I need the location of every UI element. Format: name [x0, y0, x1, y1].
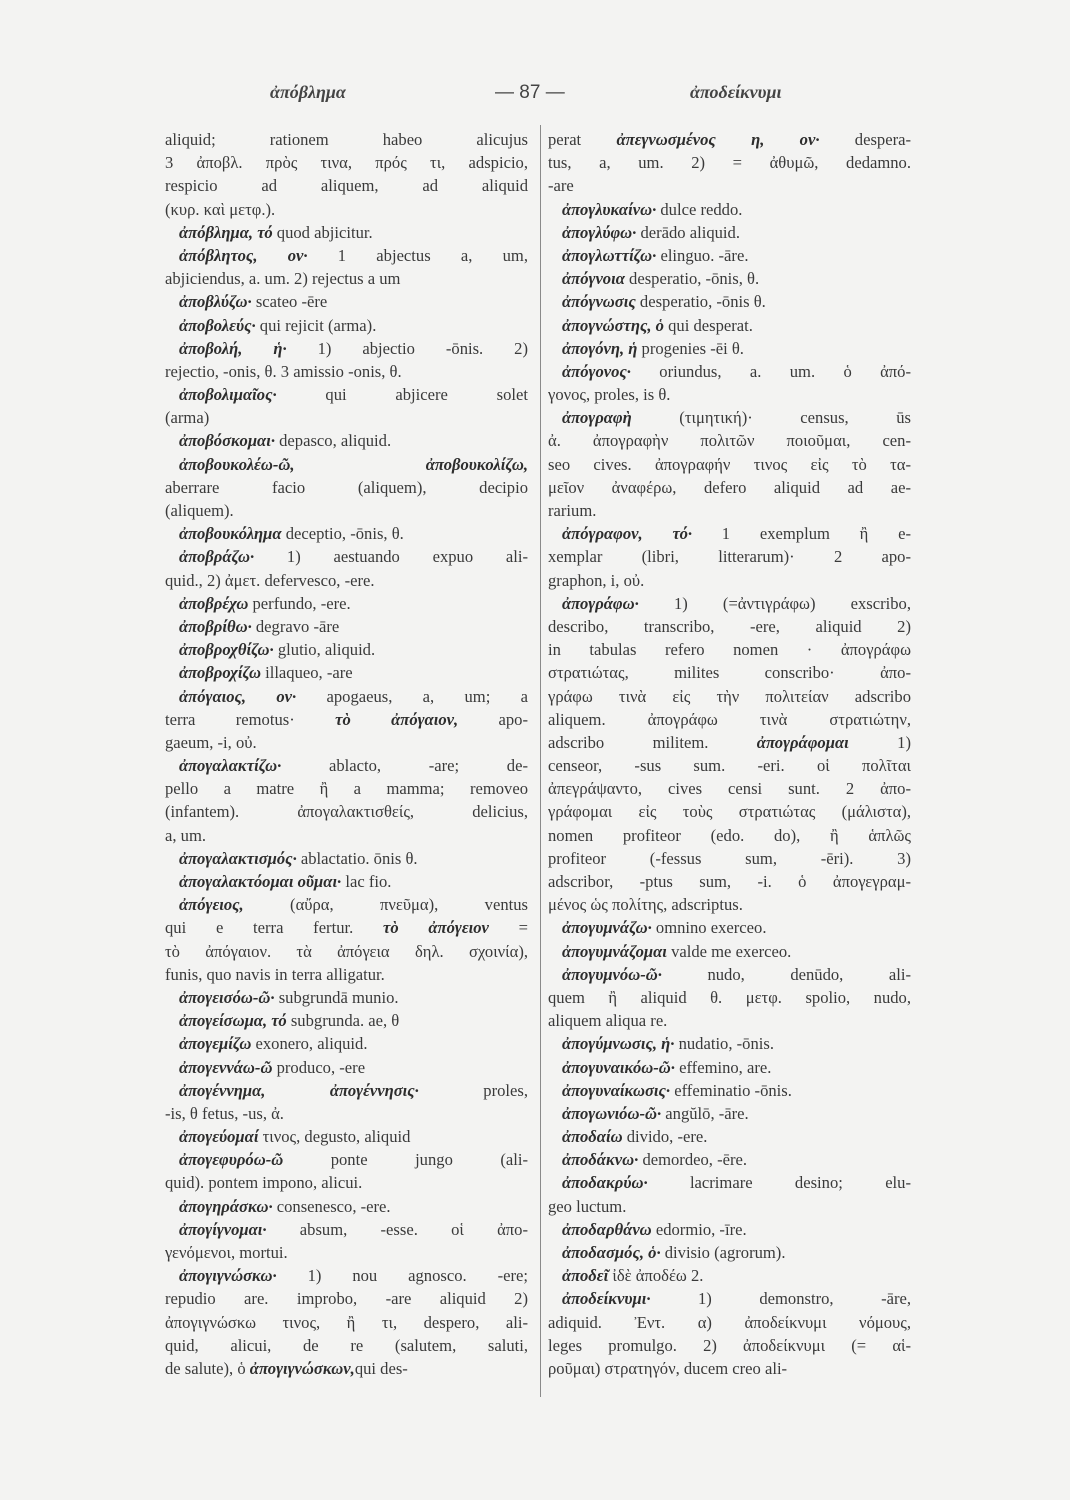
definition-text: effemino, are. [674, 1057, 772, 1077]
text-line [165, 986, 528, 1009]
text-line [165, 267, 528, 290]
definition-text: 1) [848, 732, 911, 752]
definition-text: ἀπογιγνώσκω τινος, ἢ τι, despero, ali- [165, 1312, 528, 1332]
definition-text: 3 ἀποβλ. πρὸς τινα, πρός τι, adspicio, [165, 153, 528, 173]
definition-text: despera- [819, 130, 911, 149]
text-line [548, 916, 911, 939]
definition-text: τὸ ἀπόγαιον. τὰ ἀπόγεια δηλ. σχοινία), [165, 941, 528, 961]
text-line [165, 824, 528, 847]
text-line [165, 1195, 528, 1218]
definition-text: quem ἢ aliquid θ. μετφ. spolio, nudo, [548, 987, 911, 1007]
definition-text: abjiciendus, a. um. 2) rejectus a um [165, 269, 401, 289]
definition-text: a, um. [165, 825, 207, 845]
text-line [165, 940, 528, 963]
text-line [165, 1357, 528, 1380]
text-line [165, 221, 528, 244]
page-number: — 87 — [495, 82, 565, 103]
definition-text: = [488, 918, 528, 938]
text-line [548, 1241, 911, 1264]
definition-text: adscribo militem. [548, 732, 757, 752]
text-line [548, 314, 911, 337]
text-line [165, 151, 528, 174]
headword: ἀπογωνιόω-ῶ· [562, 1103, 662, 1123]
text-line [548, 429, 911, 452]
text-line [165, 476, 528, 499]
definition-text: ἀ. ἀπογραφὴν πολιτῶν ποιοῦμαι, cen- [548, 431, 911, 451]
definition-text: -is, θ fetus, -us, ἀ. [165, 1103, 284, 1123]
definition-text: tus, a, um. 2) = ἀθυμῶ, dedamno. [548, 153, 911, 173]
text-line [548, 1195, 911, 1218]
definition-text: qui rejicit (arma). [255, 315, 377, 335]
definition-text: ροῦμαι) στρατηγόν, ducem creo ali- [548, 1358, 788, 1378]
text-line [548, 290, 911, 313]
text-line [165, 1009, 528, 1032]
headword: ἀπογηράσκω· [179, 1196, 273, 1216]
text-line [165, 1334, 528, 1357]
text-line [165, 731, 528, 754]
definition-text: depasco, aliquid. [274, 431, 392, 451]
text-line [548, 685, 911, 708]
definition-text: (aliquem). [165, 501, 234, 520]
headword: ἀποβολεύς· [179, 315, 256, 335]
text-line [165, 128, 528, 151]
headword: ἀπόβλημα, τό [179, 222, 273, 242]
definition-text: -are [548, 176, 574, 196]
definition-text: elinguo. -āre. [656, 245, 749, 265]
text-line [548, 1125, 911, 1148]
text-line [548, 661, 911, 684]
text-line [548, 383, 911, 406]
text-line [165, 1264, 528, 1287]
definition-text: adscribor, -ptus sum, -i. ὁ ἀπογεγραμ- [548, 872, 911, 891]
text-line [165, 1102, 528, 1125]
text-line [165, 174, 528, 197]
definition-text: geo luctum. [548, 1196, 627, 1216]
definition-text: subgrundā munio. [274, 987, 399, 1007]
headword: ἀπογλωττίζω· [562, 245, 657, 265]
definition-text: qui desperat. [663, 315, 753, 335]
definition-text: scateo -ēre [251, 292, 328, 312]
text-line [165, 754, 528, 777]
text-line [548, 1102, 911, 1125]
text-line [165, 198, 528, 221]
definition-text: ponte jungo (ali- [283, 1150, 528, 1170]
text-line [548, 1009, 911, 1032]
definition-text: 1 abjectus a, um, [307, 245, 528, 265]
text-line [165, 685, 528, 708]
text-line [165, 1032, 528, 1055]
headword: ἀποβουκολέω-ῶ, ἀποβουκολίζω, [179, 454, 528, 474]
text-line [548, 847, 911, 870]
headword: ἀπόγνοια [562, 269, 625, 289]
definition-text: μένος ὡς πολίτης, adscriptus. [548, 895, 743, 915]
headword: ἀπόγνωσις [562, 292, 636, 312]
text-line [548, 1148, 911, 1171]
definition-text: adiquid. Ἐντ. α) ἀποδείκνυμι νόμους, [548, 1312, 911, 1332]
headword: ἀποβλύζω· [179, 292, 252, 312]
definition-text: τινος, degusto, aliquid [258, 1127, 411, 1147]
text-line [165, 1171, 528, 1194]
text-line [548, 453, 911, 476]
headword: ἀπογέννημα, ἀπογέννησις· [179, 1080, 419, 1100]
headword: ἀποβρέχω [179, 593, 249, 613]
definition-text: dulce reddo. [656, 199, 743, 219]
text-line [548, 174, 911, 197]
text-line [548, 800, 911, 823]
text-line [548, 754, 911, 777]
definition-text: aliquem aliqua re. [548, 1011, 668, 1031]
headword: ἀποβροχθίζω· [179, 640, 274, 660]
text-line [548, 569, 911, 592]
headword: ἀπογυναίκωσις· [562, 1080, 671, 1100]
text-line [165, 1125, 528, 1148]
text-line [165, 1056, 528, 1079]
text-line [165, 290, 528, 313]
text-line [548, 777, 911, 800]
definition-text: omnino exerceo. [651, 918, 767, 938]
headword: ἀπογεισόω-ῶ· [179, 987, 275, 1007]
text-line [548, 406, 911, 429]
definition-text: respicio ad aliquem, ad aliquid [165, 176, 528, 196]
headword: ἀπογαλακτίζω· [179, 756, 282, 776]
text-line [165, 314, 528, 337]
definition-text: desperatio, -ōnis, θ. [624, 269, 760, 289]
text-line [165, 708, 528, 731]
text-line [548, 1079, 911, 1102]
headword: ἀπογυμνόω-ῶ· [562, 964, 662, 984]
definition-text: aliquid; rationem habeo alicujus [165, 130, 528, 149]
text-line [165, 963, 528, 986]
text-line [165, 522, 528, 545]
headword: ἀπογνώστης, ὁ [562, 315, 664, 335]
text-line [548, 499, 911, 522]
definition-text: deceptio, -ōnis, θ. [281, 524, 404, 544]
headword: ἀπόβλητος, ον· [179, 245, 308, 265]
headword: ἀποδεῖ [562, 1266, 609, 1286]
definition-text: describo, transcribo, -ere, aliquid 2) [548, 616, 911, 636]
text-line [548, 1218, 911, 1241]
text-line [165, 569, 528, 592]
headword: ἀπογεφυρόω-ῶ [179, 1150, 284, 1170]
headword: ἀποβόσκομαι· [179, 431, 275, 451]
definition-text: oriundus, a. um. ὁ ἀπό- [630, 361, 911, 381]
headword: ἀποβροχίζω [179, 663, 261, 683]
running-head-left: ἀπόβλημα [270, 82, 346, 102]
definition-text: divisio (agrorum). [660, 1243, 786, 1262]
definition-text: ἰδὲ ἀποδέω 2. [608, 1266, 704, 1286]
headword: ἀποβρίθω· [179, 616, 252, 636]
text-line [165, 429, 528, 452]
text-line [165, 1311, 528, 1334]
headword: ἀπογείσωμα, τό [179, 1011, 287, 1031]
definition-text: lac fio. [341, 872, 392, 891]
text-line [165, 777, 528, 800]
definition-text: στρατιώτας, milites conscribo· ἀπο- [548, 663, 911, 683]
definition-text: progenies -ēi θ. [637, 338, 744, 358]
headword: τὸ ἀπόγειον [382, 918, 489, 938]
text-line [548, 545, 911, 568]
headword: ἀπογράφω· [562, 593, 639, 613]
text-line [548, 1334, 911, 1357]
definition-text: quid., 2) ἀμετ. defervesco, -ere. [165, 570, 375, 590]
definition-text: terra remotus· [165, 709, 336, 729]
headword: ἀπογεύομαί [179, 1127, 259, 1147]
left-column [165, 128, 528, 1380]
definition-text: apo- [458, 709, 528, 729]
headword: ἀπογραφὴ [562, 408, 632, 428]
definition-text: leges promulgo. 2) ἀποδείκνυμι (= αἱ- [548, 1335, 911, 1355]
text-line [548, 708, 911, 731]
text-line [548, 360, 911, 383]
definition-text: de salute), ὁ [165, 1358, 250, 1378]
text-line [548, 870, 911, 893]
definition-text: γενόμενοι, mortui. [165, 1243, 288, 1262]
text-line [548, 476, 911, 499]
text-line [548, 337, 911, 360]
text-line [165, 337, 528, 360]
definition-text: valde me exerceo. [666, 941, 792, 961]
headword: ἀποδείκνυμι· [562, 1289, 651, 1309]
definition-text: γράφω τινὰ εἰς τὴν πολιτείαν adscribo [548, 686, 911, 706]
headword: ἀπογαλακτισμός· [179, 848, 297, 868]
headword: ἀπογλυκαίνω· [562, 199, 657, 219]
definition-text: funis, quo navis in terra alligatur. [165, 964, 385, 984]
text-line [165, 1287, 528, 1310]
text-line [548, 1056, 911, 1079]
text-line [165, 592, 528, 615]
text-line [165, 1241, 528, 1264]
definition-text: quid). pontem impono, alicui. [165, 1173, 363, 1193]
definition-text: apogaeus, a, um; a [296, 686, 528, 706]
text-line [165, 615, 528, 638]
definition-text: quod abjicitur. [272, 222, 373, 242]
headword: ἀπογόνη, ἡ [562, 338, 638, 358]
headword: ἀπόγειος, [179, 895, 244, 915]
definition-text: 1) aestuando expuo ali- [254, 547, 528, 567]
definition-text: gaeum, -i, οὐ. [165, 732, 257, 752]
text-line [548, 198, 911, 221]
headword: ἀπογίγνομαι· [179, 1219, 267, 1239]
definition-text: ablactatio. ōnis θ. [296, 848, 418, 868]
text-line [165, 1079, 528, 1102]
headword: ἀποβουκόλημα [179, 524, 282, 544]
text-line [548, 1311, 911, 1334]
column-divider [540, 125, 541, 1397]
text-line [548, 615, 911, 638]
text-line [548, 1264, 911, 1287]
definition-text: 1 exemplum ἢ e- [692, 524, 911, 544]
headword: ἀπογιγνώσκω· [179, 1266, 277, 1286]
definition-text: effeminatio -ōnis. [670, 1080, 792, 1100]
headword: ἀπεγνωσμένος η, ον· [616, 130, 820, 149]
text-line [165, 916, 528, 939]
definition-text: (arma) [165, 408, 210, 428]
headword: ἀπόγαιος, ον· [179, 686, 297, 706]
definition-text: produco, -ere [272, 1057, 366, 1077]
headword: ἀπόγραφον, τό· [562, 524, 693, 544]
text-line [548, 940, 911, 963]
definition-text: (infantem). ἀπογαλακτισθείς, delicius, [165, 802, 528, 822]
definition-text: γράφομαι εἰς τοὺς στρατιώτας (μάλιστα), [548, 802, 911, 822]
definition-text: proles, [418, 1080, 528, 1100]
definition-text: quid, alicui, de re (salutem, saluti, [165, 1335, 528, 1355]
text-line [548, 1287, 911, 1310]
text-line [548, 638, 911, 661]
definition-text: qui des- [354, 1358, 408, 1378]
text-line [165, 893, 528, 916]
definition-text: illaqueo, -are [260, 663, 353, 683]
definition-text: lacrimare desino; elu- [647, 1173, 911, 1193]
right-column [548, 128, 911, 1380]
text-line [165, 360, 528, 383]
definition-text: aliquem. ἀπογράφω τινὰ στρατιώτην, [548, 709, 911, 729]
text-line [548, 893, 911, 916]
running-head-right: ἀποδείκνυμι [690, 82, 782, 102]
definition-text: 1) abjectio -ōnis. 2) [286, 338, 528, 358]
definition-text: censeor, -sus sum. -eri. οἱ πολῖται [548, 756, 911, 776]
definition-text: qui abjicere solet [276, 385, 528, 405]
headword: τὸ ἀπόγαιον, [335, 709, 459, 729]
headword: ἀπογυμνάζω· [562, 918, 652, 938]
headword: ἀπογλύφω· [562, 222, 637, 242]
text-line [165, 638, 528, 661]
text-line [165, 847, 528, 870]
headword: ἀπογεμίζω [179, 1034, 252, 1054]
definition-text: ἀπεγράψαντο, cives censi sunt. 2 ἀπο- [548, 779, 911, 799]
text-line [548, 128, 911, 151]
text-line [165, 244, 528, 267]
definition-text: edormio, -īre. [651, 1219, 747, 1239]
definition-text: angŭlō, -āre. [661, 1103, 749, 1123]
headword: ἀποδαίω [562, 1127, 623, 1147]
definition-text: desperatio, -ōnis θ. [635, 292, 766, 312]
definition-text: μεῖον ἀναφέρω, defero aliquid ad ae- [548, 477, 911, 497]
text-line [548, 151, 911, 174]
definition-text: divido, -ere. [622, 1127, 708, 1147]
headword: ἀπογαλακτόομαι οῦμαι· [179, 872, 342, 891]
text-line [165, 545, 528, 568]
definition-text: consenesco, -ere. [272, 1196, 391, 1216]
definition-text: demordeo, -ēre. [638, 1150, 748, 1170]
headword: ἀπογεννάω-ῶ [179, 1057, 273, 1077]
text-line [165, 870, 528, 893]
text-line [548, 1171, 911, 1194]
text-line [165, 453, 528, 476]
definition-text: derādo aliquid. [636, 222, 740, 242]
text-line [548, 824, 911, 847]
definition-text: nomen profiteor (edo. do), ἢ ἁπλῶς [548, 825, 911, 845]
text-line [548, 963, 911, 986]
definition-text: profiteor (-fessus sum, -ēri). 3) [548, 848, 911, 868]
text-line [548, 986, 911, 1009]
text-line [165, 406, 528, 429]
definition-text: degravo -āre [251, 616, 340, 636]
headword: ἀποδακρύω· [562, 1173, 648, 1193]
text-line [165, 383, 528, 406]
text-line [165, 1148, 528, 1171]
headword: ἀποδάκνω· [562, 1150, 639, 1170]
headword: ἀπογυμνάζομαι [562, 941, 667, 961]
definition-text: perfundo, -ere. [248, 593, 351, 613]
headword: ἀπογράφομαι [756, 732, 849, 752]
definition-text: repudio are. improbo, -are aliquid 2) [165, 1289, 528, 1309]
text-line [548, 1357, 911, 1380]
text-line [548, 244, 911, 267]
definition-text: xemplar (libri, litterarum)· 2 apo- [548, 547, 911, 567]
text-line [165, 800, 528, 823]
definition-text: absum, -esse. οἱ ἀπο- [266, 1219, 528, 1239]
definition-text: exonero, aliquid. [251, 1034, 368, 1054]
definition-text: (κυρ. καὶ μετφ.). [165, 199, 276, 219]
definition-text: rejectio, -onis, θ. 3 amissio -onis, θ. [165, 361, 402, 381]
headword: ἀποβολιμαῖος· [179, 385, 277, 405]
definition-text: (αὔρα, πνεῦμα), ventus [243, 895, 528, 915]
headword: ἀπογύμνωσις, ἡ· [562, 1034, 675, 1054]
headword: ἀπογυναικόω-ῶ· [562, 1057, 675, 1077]
text-line [548, 592, 911, 615]
text-line [165, 499, 528, 522]
headword: ἀποδαρθάνω [562, 1219, 652, 1239]
text-line [548, 267, 911, 290]
text-line [548, 1032, 911, 1055]
definition-text: in tabulas refero nomen · ἀπογράφω [548, 640, 911, 660]
text-line [165, 1218, 528, 1241]
definition-text: rarium. [548, 501, 597, 520]
definition-text: 1) nou agnosco. -ere; [276, 1266, 528, 1286]
definition-text: 1) (=ἀντιγράφω) exscribo, [638, 593, 911, 613]
definition-text: γονος, proles, is θ. [548, 385, 671, 405]
definition-text: aberrare facio (aliquem), decipio [165, 477, 528, 497]
headword: ἀπόγονος· [562, 361, 631, 381]
definition-text: graphon, i, οὐ. [548, 570, 645, 590]
definition-text: qui e terra fertur. [165, 918, 383, 938]
definition-text: ablacto, -are; de- [281, 756, 528, 776]
definition-text: subgrunda. ae, θ [286, 1011, 400, 1031]
definition-text: seo cives. ἀπογραφήν τινος εἰς τὸ τα- [548, 454, 911, 474]
text-line [165, 661, 528, 684]
definition-text: glutio, aliquid. [273, 640, 376, 660]
text-line [548, 221, 911, 244]
definition-text: nudatio, -ōnis. [674, 1034, 774, 1054]
definition-text: 1) demonstro, -āre, [650, 1289, 911, 1309]
headword: ἀποδασμός, ὁ· [562, 1243, 661, 1262]
headword: ἀπογιγνώσκων, [249, 1358, 355, 1378]
headword: ἀποβράζω· [179, 547, 255, 567]
text-line [548, 522, 911, 545]
definition-text: (τιμητική)· census, ūs [631, 408, 911, 428]
definition-text: nudo, denūdo, ali- [661, 964, 911, 984]
definition-text: perat [548, 130, 617, 149]
headword: ἀποβολή, ἡ· [179, 338, 287, 358]
definition-text: pello a matre ἢ a mamma; removeo [165, 779, 528, 799]
text-line [548, 731, 911, 754]
